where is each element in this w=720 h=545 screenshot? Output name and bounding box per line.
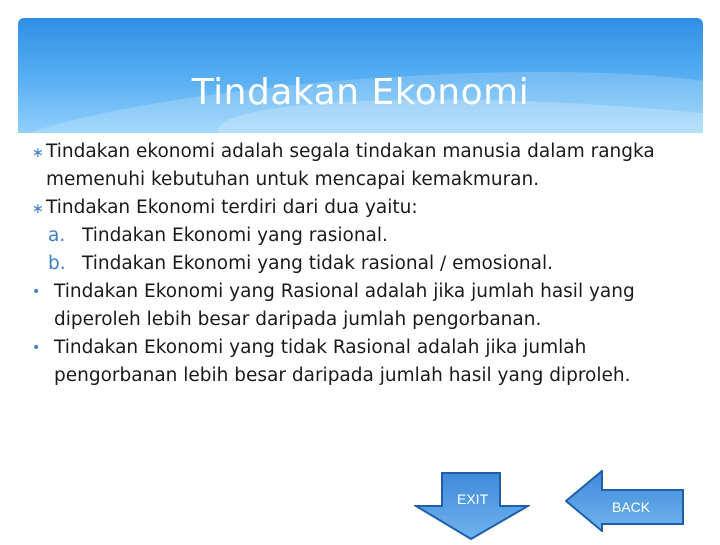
bullet-item (28, 194, 708, 222)
sub-item (28, 222, 708, 250)
exit-button[interactable] (414, 472, 530, 540)
sub-item-label: b. (48, 253, 66, 274)
bullet-text: pengorbanan lebih besar daripada jumlah hasil yang diproleh. (54, 365, 631, 386)
sub-item-text: Tindakan Ekonomi yang rasional. (82, 225, 388, 246)
bullet-item (28, 334, 708, 390)
slide-title: Tindakan Ekonomi (191, 72, 530, 113)
sub-item-label: a. (48, 225, 66, 246)
exit-button-label: EXIT (457, 491, 489, 507)
sub-item-text: Tindakan Ekonomi yang tidak rasional / emosional. (82, 253, 553, 274)
bullet-text: diperoleh lebih besar daripada jumlah pengorbanan. (54, 309, 542, 330)
asterisk-bullet-icon: ∗ (32, 201, 44, 217)
bullet-text: Tindakan Ekonomi terdiri dari dua yaitu: (46, 197, 418, 218)
bullet-item (28, 278, 708, 334)
dot-bullet-icon: • (32, 340, 41, 356)
bullet-text: Tindakan Ekonomi yang tidak Rasional adalah jika jumlah (54, 337, 587, 358)
bullet-text: memenuhi kebutuhan untuk mencapai kemakmuran. (46, 169, 540, 190)
sub-item (28, 250, 708, 278)
title-banner (18, 18, 703, 133)
bullet-text: Tindakan Ekonomi yang Rasional adalah jika jumlah hasil yang (54, 281, 635, 302)
bullet-text: Tindakan ekonomi adalah segala tindakan manusia dalam rangka (46, 141, 655, 162)
dot-bullet-icon: • (32, 284, 41, 300)
back-button[interactable] (565, 470, 685, 532)
bullet-item (28, 138, 708, 194)
slide-content (28, 138, 708, 390)
back-button-label: BACK (612, 499, 651, 515)
asterisk-bullet-icon: ∗ (32, 145, 44, 161)
